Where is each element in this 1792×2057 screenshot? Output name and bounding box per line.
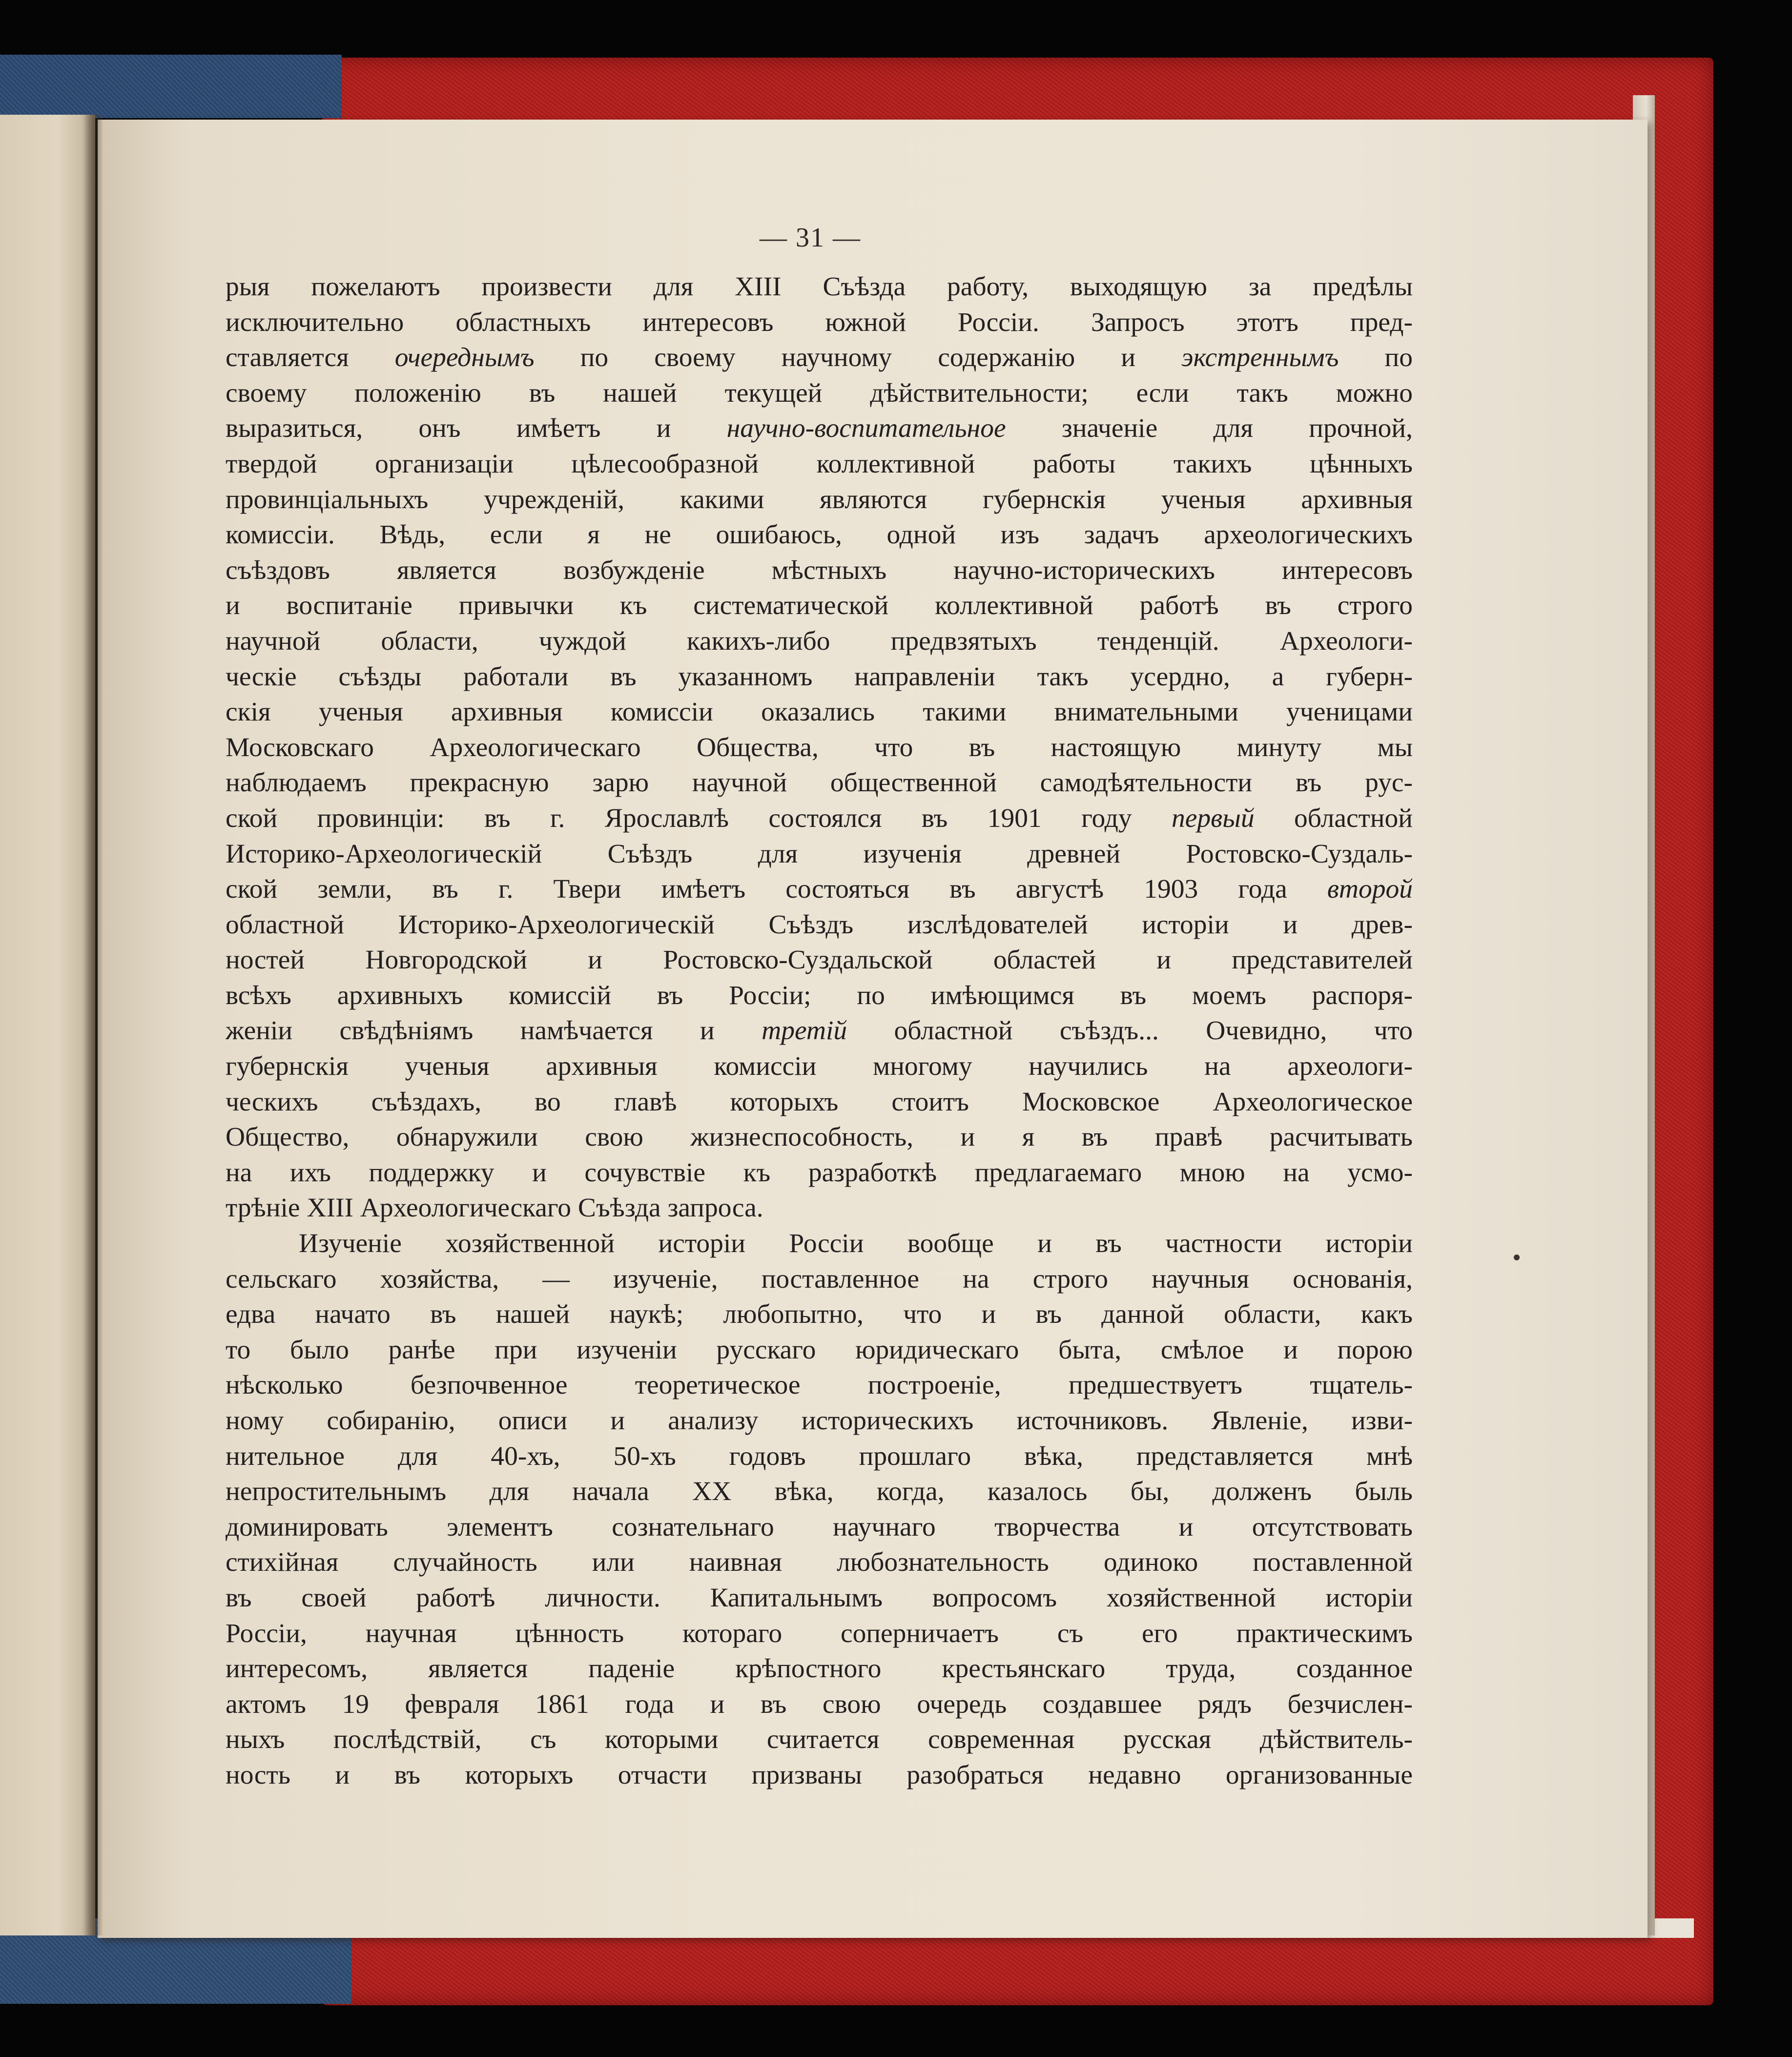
text-line: непростительнымъ для начала XX вѣка, когда, казалось бы, долженъ быль bbox=[226, 1477, 1413, 1507]
text-line: ской земли, въ г. Твери имѣетъ состояться въ августѣ 1903 года второй bbox=[226, 874, 1413, 905]
text-line: выразиться, онъ имѣетъ и научно-воспитательное значеніе для прочной, bbox=[226, 413, 1413, 444]
text-line: ностей Новгородской и Ростовско-Суздальской областей и представителей bbox=[226, 945, 1413, 975]
italic-emphasis: первый bbox=[1172, 803, 1255, 833]
text-line: ческіе съѣзды работали въ указанномъ направленіи такъ усердно, а губерн- bbox=[226, 661, 1413, 692]
text-line: Общество, обнаружили свою жизнеспособность, и я въ правѣ расчитывать bbox=[226, 1122, 1413, 1152]
italic-emphasis: третій bbox=[762, 1016, 847, 1046]
text-line: нительное для 40-хъ, 50-хъ годовъ прошлаго вѣка, представляется мнѣ bbox=[226, 1441, 1413, 1471]
text-line: провинціальныхъ учрежденій, какими являются губернскія ученыя архивныя bbox=[226, 484, 1413, 514]
text-line: на ихъ поддержку и сочувствіе къ разработкѣ предлагаемаго мною на усмо- bbox=[226, 1157, 1413, 1188]
italic-emphasis: очереднымъ bbox=[394, 343, 535, 373]
book-gutter bbox=[84, 115, 103, 1935]
book-cover-blue-top bbox=[0, 55, 342, 118]
text-line: скія ученыя архивныя комиссіи оказались такими внимательными ученицами bbox=[226, 697, 1413, 727]
italic-emphasis: второй bbox=[1327, 874, 1413, 905]
italic-emphasis: экстреннымъ bbox=[1181, 343, 1339, 373]
text-line: нѣсколько безпочвенное теоретическое построеніе, предшествуетъ тщатель- bbox=[226, 1370, 1413, 1400]
text-line: наблюдаемъ прекрасную зарю научной общественной самодѣятельности въ рус- bbox=[226, 768, 1413, 798]
ink-speck bbox=[1514, 1255, 1520, 1260]
text-line: твердой организаціи цѣлесообразной коллективной работы такихъ цѣнныхъ bbox=[226, 449, 1413, 479]
page-text bbox=[226, 269, 1413, 1793]
text-line: ныхъ послѣдствій, съ которыми считается современная русская дѣйствитель- bbox=[226, 1725, 1413, 1755]
text-line: ность и въ которыхъ отчасти призваны разобраться недавно организованные bbox=[226, 1760, 1413, 1790]
text-line: ному собиранію, описи и анализу историческихъ источниковъ. Явленіе, изви- bbox=[226, 1406, 1413, 1436]
text-line: женіи свѣдѣніямъ намѣчается и третій областной съѣздъ... Очевидно, что bbox=[226, 1016, 1413, 1046]
text-line: Историко-Археологическій Съѣздъ для изученія древней Ростовско-Суздаль- bbox=[226, 839, 1413, 869]
text-line: то было ранѣе при изученіи русскаго юридическаго быта, смѣлое и порою bbox=[226, 1335, 1413, 1365]
text-line: ставляется очереднымъ по своему научному содержанію и экстреннымъ по bbox=[226, 343, 1413, 373]
text-line: комиссіи. Вѣдь, если я не ошибаюсь, одной изъ задачъ археологическихъ bbox=[226, 520, 1413, 550]
text-line: научной области, чуждой какихъ-либо предвзятыхъ тенденцій. Археологи- bbox=[226, 626, 1413, 656]
text-line: рыя пожелаютъ произвести для XIII Съѣзда работу, выходящую за предѣлы bbox=[226, 272, 1413, 302]
text-line: исключительно областныхъ интересовъ южной Россіи. Запросъ этотъ пред- bbox=[226, 307, 1413, 337]
text-line: въ своей работѣ личности. Капитальнымъ вопросомъ хозяйственной исторіи bbox=[226, 1583, 1413, 1613]
text-line: Московскаго Археологическаго Общества, что въ настоящую минуту мы bbox=[226, 732, 1413, 762]
text-line: едва начато въ нашей наукѣ; любопытно, что и въ данной области, какъ bbox=[226, 1299, 1413, 1330]
text-line: сельскаго хозяйства, — изученіе, поставленное на строго научныя основанія, bbox=[226, 1264, 1413, 1294]
text-line: ческихъ съѣздахъ, во главѣ которыхъ стоитъ Московское Археологическое bbox=[226, 1087, 1413, 1117]
text-line: и воспитаніе привычки къ систематической коллективной работѣ въ строго bbox=[226, 591, 1413, 621]
left-page bbox=[0, 115, 95, 1935]
text-line: областной Историко-Археологическій Съѣздъ изслѣдователей исторіи и древ- bbox=[226, 909, 1413, 940]
text-line: губернскія ученыя архивныя комиссіи многому научились на археологи- bbox=[226, 1051, 1413, 1082]
text-line: Изученіе хозяйственной исторіи Россіи вообще и въ частности исторіи bbox=[299, 1229, 1413, 1259]
text-line: ской провинціи: въ г. Ярославлѣ состоялся въ 1901 году первый областной bbox=[226, 803, 1413, 833]
italic-emphasis: научно-воспитательное bbox=[726, 413, 1006, 444]
text-line: интересомъ, является паденіе крѣпостного крестьянскаго труда, созданное bbox=[226, 1654, 1413, 1684]
text-line: своему положенію въ нашей текущей дѣйствительности; если такъ можно bbox=[226, 378, 1413, 408]
text-line: доминировать элементъ сознательнаго научнаго творчества и отсутствовать bbox=[226, 1512, 1413, 1542]
text-line: съѣздовъ является возбужденіе мѣстныхъ научно-историческихъ интересовъ bbox=[226, 555, 1413, 585]
text-line: актомъ 19 февраля 1861 года и въ свою очередь создавшее рядъ безчислен- bbox=[226, 1689, 1413, 1719]
text-line: Россіи, научная цѣнность котораго соперничаетъ съ его практическимъ bbox=[226, 1618, 1413, 1648]
page-number: — 31 — bbox=[760, 223, 861, 253]
text-line: трѣніе XIII Археологическаго Съѣзда запроса. bbox=[226, 1193, 763, 1223]
text-line: стихійная случайность или наивная любознательность одиноко поставленной bbox=[226, 1547, 1413, 1578]
text-line: всѣхъ архивныхъ комиссій въ Россіи; по имѣющимся въ моемъ распоря- bbox=[226, 980, 1413, 1010]
